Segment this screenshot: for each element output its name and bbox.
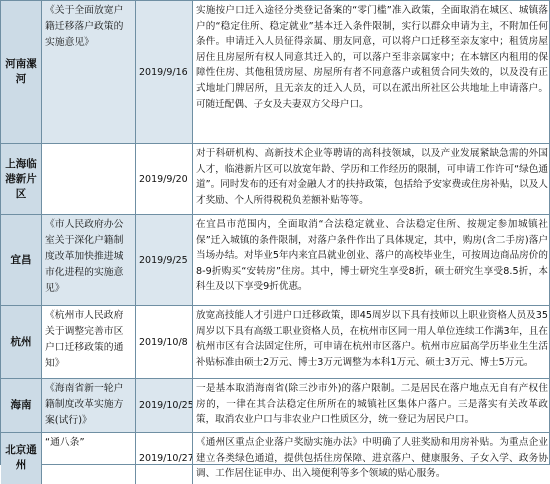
region-cell: 杭州 — [1, 306, 41, 378]
date-cell: 2019/9/20 — [135, 144, 192, 214]
date-cell: 2019/10/27 — [135, 433, 192, 484]
policy-cell: 《海南省新一轮户籍制度改革实施方案(试行)》 — [41, 379, 135, 432]
region-cell: 海南 — [1, 379, 41, 432]
region-cell: 宜昌 — [1, 215, 41, 305]
measures-cell: 实施按户口迁入途径分类登记备案的“零门槛”准入政策，全面取消在城区、城镇落户的“稳定住所、稳定就业”基本迁入条件限制，实行以群众申请为主，不附加任何条件。申请迁入人员征得亲属、朋友同意，可以将户口迁移至亲友家中；租赁房屋居住且房屋所有权人同意其迁入的，可以落户至非亲属家中；在本辖区内租用的保障性住房、其他租赁房屋、房屋所有者不同意落户或租赁合同失效的，以及没有正式地址门牌居所，且无亲友的迁入人员，可以在派出所社区公共地址上申请落户。可随迁配偶、子女及夫妻双方父母户口。 — [192, 1, 550, 143]
measures-cell: 放宽高技能人才引进户口迁移政策，即45周岁以下具有技师以上职业资格人员及35周岁以下具有高级工职业资格人员，在杭州市区同一用人单位连续工作满3年，且在杭州市区有合法固定住所，可申请在杭州市区落户。杭州市应届高学历毕业生生活补贴标准由硕士2万元、博士3万元调整为本科1万元、硕士3万元、博士5万元。 — [192, 306, 550, 378]
table-row — [1, 214, 549, 305]
table-row — [1, 143, 549, 214]
policy-cell: 《关于全面放宽户籍迁移落户政策的实施意见》 — [41, 1, 135, 143]
policy-cell — [41, 144, 135, 214]
table-row — [1, 1, 549, 143]
region-cell: 北京通州 — [1, 433, 41, 484]
measures-cell: 在宜昌市范围内，全面取消“合法稳定就业、合法稳定住所、按规定参加城镇社保”迁入城镇的条件限制，对落户条件作出了具体规定，其中，购房(含二手房)落户当场办结。对毕业5年内来宜昌就业创业、落户的高校毕业生，可按周边商品房价的8-9折购买“安转房”住房。其中，博士研究生享受8折，硕士研究生享受8.5折，本科生及以下享受9折优惠。 — [192, 215, 550, 305]
measures-cell: 一是基本取消海南省(除三沙市外)的落户限制。二是居民在落户地点无自有产权住房的，一律在其合法稳定住所所在的城镇社区集体户落户。三是落实有关改革政策，取消农业户口与非农业户口性质区分，统一登记为居民户口。 — [192, 379, 550, 432]
date-cell: 2019/10/8 — [135, 306, 192, 378]
date-cell: 2019/10/25 — [135, 379, 192, 432]
date-cell: 2019/9/25 — [135, 215, 192, 305]
measures-cell: 《通州区重点企业落户奖励实施办法》中明确了人驻奖励和用房补贴。为重点企业建立各类绿色通道，提供包括住房保障、进京落户、健康服务、子女入学、政务协调、工作居住证申办、出入境便利等多个领域的贴心服务。 — [192, 433, 550, 484]
policy-cell: “通八条” — [41, 433, 135, 484]
region-cell: 上海临港新片区 — [1, 144, 41, 214]
table-row — [1, 305, 549, 378]
region-cell: 河南漯河 — [1, 1, 41, 143]
table-row — [1, 432, 549, 480]
policy-cell: 《市人民政府办公室关于深化户籍制度改革加快推进城市化进程的实施意见》 — [41, 215, 135, 305]
date-cell: 2019/9/16 — [135, 1, 192, 143]
table-row — [1, 378, 549, 432]
policy-cell: 《杭州市人民政府关于调整完善市区户口迁移政策的通知》 — [41, 306, 135, 378]
measures-cell: 对于科研机构、高新技术企业等聘请的高科技领域，以及产业发展紧缺急需的外国人才，临港新片区可以放宽年龄、学历和工作经历的限制，可申请工作许可“绿色通道”。同时发布的还有对金融人才的扶持政策，包括给予安家费或住房补贴，以及人才奖励、个人所得税税负差额补贴等等。 — [192, 144, 550, 214]
